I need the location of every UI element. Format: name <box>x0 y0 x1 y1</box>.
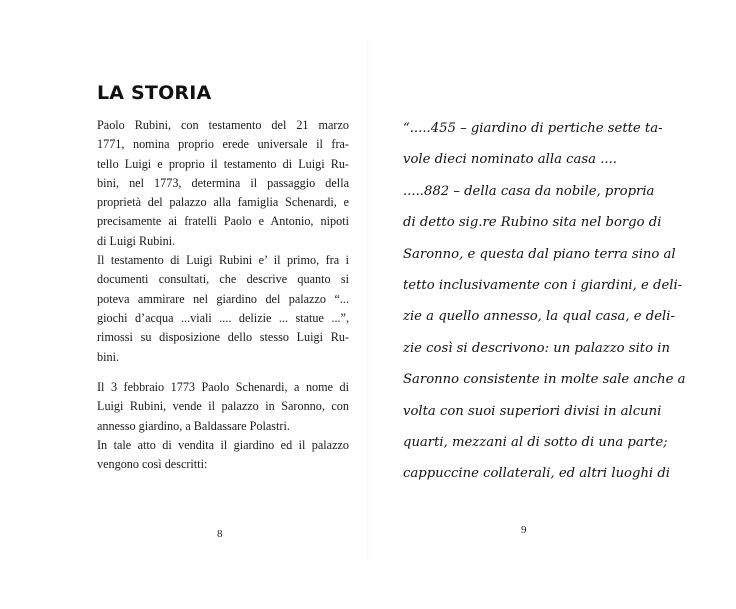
text-line: Paolo Rubini, con testamento del 21 marzo <box>97 118 349 132</box>
page-title: LA STORIA <box>97 82 212 104</box>
text-line: giochi d’acqua ...viali .... delizie ... statue ...”, <box>97 310 349 325</box>
text-line: documenti consultati, che descrive quanto si <box>97 272 349 287</box>
text-line: proprietà del palazzo alla famiglia Schenardi, e <box>97 195 349 210</box>
quote-line: Saronno, e questa dal piano terra sino al <box>403 246 676 262</box>
quote-line: cappuccine collaterali, ed altri luoghi di <box>403 466 671 482</box>
page-number: 9 <box>521 524 527 536</box>
text-line: precisamente ai fratelli Paolo e Antonio, nipoti <box>97 214 349 229</box>
quote-line: .....882 – della casa da nobile, propria <box>403 183 655 199</box>
text-line: Il testamento di Luigi Rubini e’ il primo, fra i <box>97 253 349 268</box>
text-line: rimossi su disposizione dello stesso Luigi Ru- <box>97 330 349 345</box>
text-line: poteva ammirare nel giardino del palazzo “... <box>97 291 349 306</box>
quote-line: tetto inclusivamente con i giardini, e deli- <box>403 277 683 293</box>
paragraph-1 <box>97 116 349 367</box>
quote-line: zie a quello annesso, la qual casa, e deli- <box>403 309 675 325</box>
text-line: tello Luigi e proprio il testamento di Luigi Ru- <box>97 156 349 171</box>
text-line: di Luigi Rubini. <box>97 233 176 248</box>
text-line: Il 3 febbraio 1773 Paolo Schenardi, a nome di <box>97 380 349 394</box>
text-line: In tale atto di vendita il giardino ed il palazzo <box>97 437 349 452</box>
quoted-document-text <box>403 113 686 490</box>
text-line: 1771, nomina proprio erede universale il fra- <box>97 137 349 152</box>
quote-line: volta con suoi superiori divisi in alcuni <box>403 403 662 419</box>
quote-line: zie così si descrivono: un palazzo sito in <box>403 340 670 356</box>
quote-line: quarti, mezzani al di sotto di una parte; <box>403 434 668 450</box>
text-line: annesso giardino, a Baldassare Polastri. <box>97 418 290 433</box>
paragraph-2 <box>97 378 349 474</box>
quote-line: “.....455 – giardino di pertiche sette ta- <box>403 121 663 136</box>
text-line: Luigi Rubini, vende il palazzo in Saronno, con <box>97 399 349 414</box>
quote-line: Saronno consistente in molte sale anche a <box>403 372 686 388</box>
page-number: 8 <box>217 528 223 540</box>
text-line: vengono così descritti: <box>97 457 208 472</box>
quote-line: vole dieci nominato alla casa .... <box>403 152 617 168</box>
quote-line: di detto sig.re Rubino sita nel borgo di <box>403 215 662 231</box>
text-line: bini, nel 1773, determina il passaggio della <box>97 175 349 190</box>
text-line: bini. <box>97 349 120 364</box>
